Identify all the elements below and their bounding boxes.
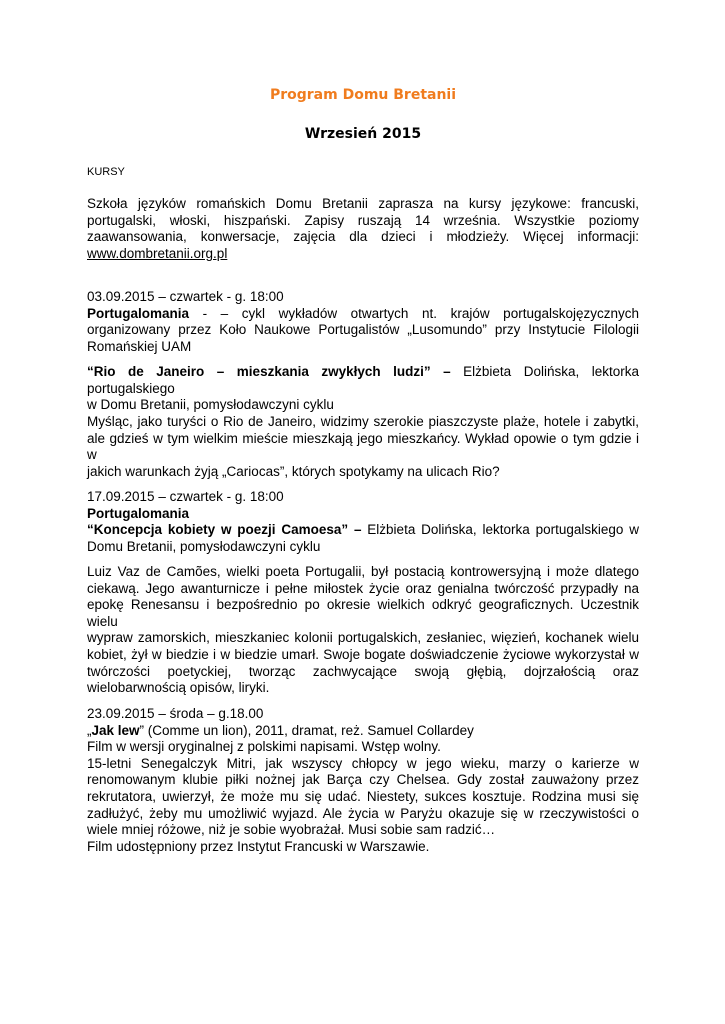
- intro-line: Szkoła języków romańskich Domu Bretanii zaprasza na kursy językowe: francuski,: [87, 196, 639, 211]
- event-series-line: Portugalomania - – cykl wykładów otwartych nt. krajów portugalskojęzycznych: [87, 305, 639, 321]
- film-credit: Film udostępniony przez Instytut Francuski w Warszawie.: [87, 838, 430, 854]
- speaker: Elżbieta Dolińska, lektorka portugalskiego w: [361, 522, 639, 538]
- desc-line: epokę Renesansu i bezpośrednio po okresie wielkich odkryć geograficznych. Uczestnik wielu: [87, 597, 639, 629]
- desc-line: wypraw zamorskich, mieszkaniec kolonii portugalskich, zesłaniec, więzień, kochanek wielu: [87, 630, 639, 646]
- intro-line: zaawansowania, konwersacje, zajęcia dla dzieci i młodzieży. Więcej informacji:: [87, 229, 639, 245]
- event-series: Portugalomania: [87, 305, 190, 321]
- event-1-talk: [87, 364, 639, 414]
- desc-line: kobiet, żył w biedzie i w biedzie umarł. Swoje bogate doświadczenie życiowe wykorzystał w: [87, 646, 639, 662]
- speaker-line: Domu Bretanii, pomysłodawczyni cyklu: [87, 538, 321, 554]
- event-organizer-line: organizowany przez Koło Naukowe Portugalistów „Lusomundo” przy Instytucie Filologii: [87, 322, 639, 338]
- section-label: KURSY: [87, 166, 125, 178]
- desc-line: wielobarwnością opisów, liryki.: [87, 680, 270, 696]
- desc-line: zadłużyć, żeby mu umożliwić wyjazd. Ale życia w Paryżu okazuje się w rzeczywistości o: [87, 805, 639, 821]
- event-organizer-line: Romańskiej UAM: [87, 338, 192, 354]
- desc-line: twórczości poetyckiej, tworząc zachwycające swoją głębią, dojrzałością oraz: [87, 663, 639, 679]
- film-title: Jak lew: [91, 722, 140, 738]
- desc-line: jakich warunkach żyją „Cariocas”, których spotykamy na ulicach Rio?: [87, 463, 500, 479]
- event-3: [87, 706, 639, 855]
- page-title: Program Domu Bretanii: [269, 87, 457, 103]
- event-2-header: [87, 489, 639, 555]
- speaker: Elżbieta Dolińska, lektorka portugalskiego: [87, 364, 639, 396]
- desc-line: ciekawą. Jego awanturnicze i pełne miłostek życie oraz genialna twórczość przypadły na: [87, 580, 639, 596]
- film-line: „Jak lew” (Comme un lion), 2011, dramat, reż. Samuel Collardey: [87, 722, 474, 738]
- event-1-header: [87, 289, 639, 355]
- speaker-line: w Domu Bretanii, pomysłodawczyni cyklu: [87, 397, 334, 413]
- desc-line: Luiz Vaz de Camões, wielki poeta Portugalii, był postacią kontrowersyjną i może dlatego: [87, 564, 639, 579]
- event-date: 03.09.2015 – czwartek - g. 18:00: [87, 289, 284, 304]
- desc-line: renomowanym klubie piłki nożnej jak Barça czy Chelsea. Gdy został zauważony przez: [87, 772, 639, 788]
- talk-title: “Rio de Janeiro – mieszkania zwykłych ludzi” –: [87, 364, 451, 379]
- talk-line: [87, 522, 639, 539]
- film-version: Film w wersji oryginalnej z polskimi napisami. Wstęp wolny.: [87, 739, 441, 755]
- event-date: 23.09.2015 – środa – g.18.00: [87, 706, 264, 721]
- event-1-description: [87, 414, 639, 480]
- desc-line: 15-letni Senegalczyk Mitri, jak wszyscy chłopcy w jego wieku, marzy o karierze w: [87, 755, 639, 771]
- desc-line: ale gdzieś w tym wielkim mieście mieszkają jego mieszkańcy. Wykład opowie o tym gdzie i w: [87, 430, 639, 463]
- intro-line: portugalski, włoski, hiszpański. Zapisy ruszają 14 września. Wszystkie poziomy: [87, 212, 639, 228]
- talk-line: [87, 364, 639, 397]
- desc-line: Myśląc, jako turyści o Rio de Janeiro, widzimy szerokie piaszczyste plaże, hotele i zabytki,: [87, 414, 639, 429]
- page-subtitle: Wrzesień 2015: [304, 126, 422, 142]
- intro-paragraph: [87, 196, 639, 262]
- desc-line: rekrutatora, uwierzył, że może mu się udać. Niestety, sukces kosztuje. Rodzina musi się: [87, 788, 639, 804]
- event-2-description: [87, 564, 639, 697]
- talk-title: “Koncepcja kobiety w poezji Camoesa” –: [87, 522, 362, 538]
- event-date: 17.09.2015 – czwartek - g. 18:00: [87, 489, 284, 504]
- website-link[interactable]: www.dombretanii.org.pl: [87, 245, 228, 261]
- desc-line: wiele mniej różowe, niż je sobie wyobrażał. Musi sobie sam radzić…: [87, 822, 496, 838]
- event-series: Portugalomania: [87, 505, 190, 521]
